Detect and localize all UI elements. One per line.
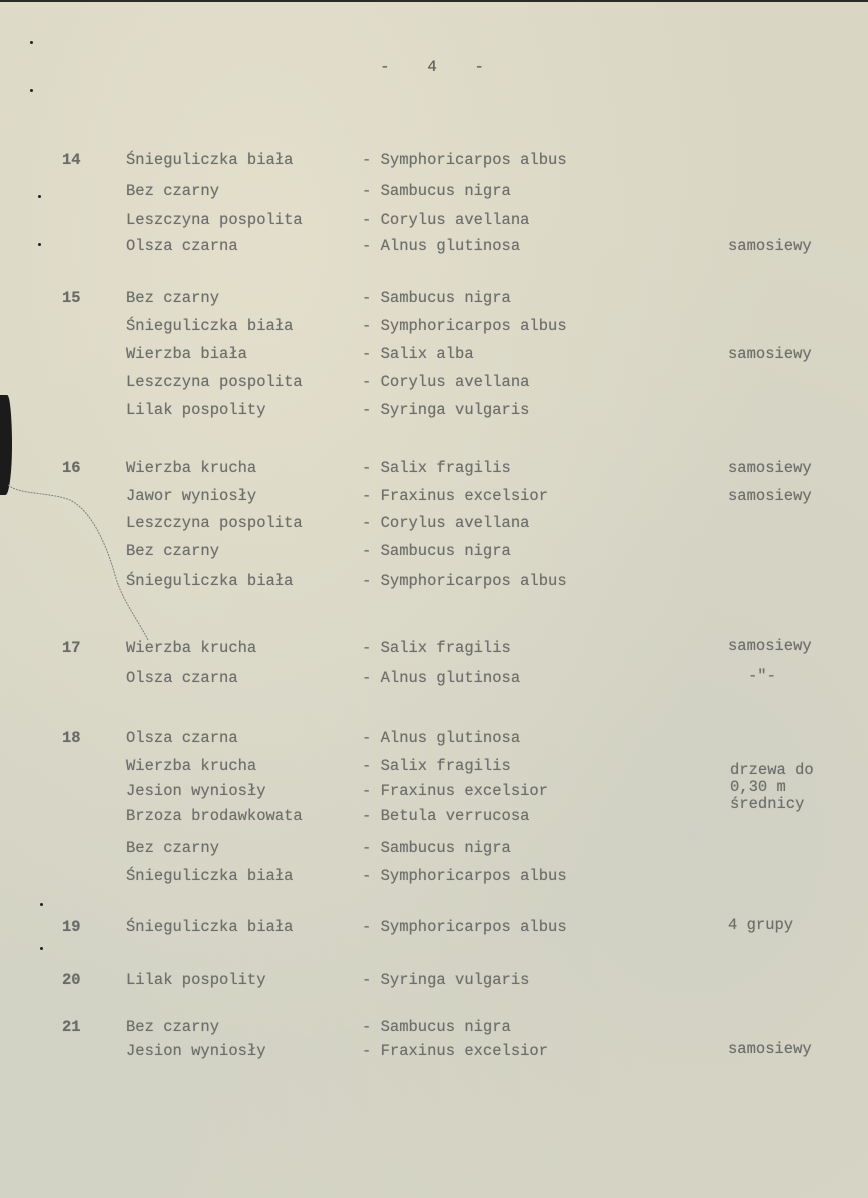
- species-common-name: Bez czarny: [126, 182, 220, 200]
- species-common-name: Lilak pospolity: [126, 401, 266, 419]
- punch-mark: [30, 41, 33, 44]
- entry-number: 19: [62, 918, 81, 936]
- species-common-name: Wierzba krucha: [126, 459, 257, 477]
- species-common-name: Śnieguliczka biała: [126, 151, 294, 169]
- species-latin-name: - Alnus glutinosa: [362, 669, 521, 687]
- species-common-name: Brzoza brodawkowata: [126, 807, 303, 825]
- species-latin-name: - Salix fragilis: [362, 639, 511, 657]
- species-latin-name: - Symphoricarpos albus: [362, 572, 567, 590]
- species-common-name: Jesion wyniosły: [126, 1042, 266, 1060]
- species-common-name: Leszczyna pospolita: [126, 211, 303, 229]
- species-latin-name: - Fraxinus excelsior: [362, 487, 549, 505]
- torn-edge: [0, 395, 12, 495]
- species-note: 4 grupy: [728, 916, 794, 934]
- punch-mark: [40, 903, 43, 906]
- species-latin-name: - Syringa vulgaris: [362, 971, 530, 989]
- ditto-mark: -"-: [748, 667, 776, 685]
- species-latin-name: - Salix fragilis: [362, 757, 511, 775]
- species-latin-name: - Symphoricarpos albus: [362, 151, 567, 169]
- species-common-name: Jesion wyniosły: [126, 782, 266, 800]
- species-note: samosiewy: [728, 459, 812, 477]
- species-common-name: Leszczyna pospolita: [126, 373, 303, 391]
- species-common-name: Lilak pospolity: [126, 971, 266, 989]
- page-number: - 4 -: [380, 58, 499, 76]
- species-latin-name: - Corylus avellana: [362, 211, 530, 229]
- species-common-name: Śnieguliczka biała: [126, 572, 294, 590]
- species-latin-name: - Sambucus nigra: [362, 542, 511, 560]
- species-latin-name: - Sambucus nigra: [362, 289, 511, 307]
- species-common-name: Śnieguliczka biała: [126, 867, 294, 885]
- species-common-name: Jawor wyniosły: [126, 487, 257, 505]
- entry-number: 21: [62, 1018, 81, 1036]
- species-note: samosiewy: [728, 237, 812, 255]
- species-common-name: Olsza czarna: [126, 237, 238, 255]
- species-latin-name: - Salix fragilis: [362, 459, 511, 477]
- species-common-name: Olsza czarna: [126, 669, 238, 687]
- species-latin-name: - Fraxinus excelsior: [362, 1042, 549, 1060]
- species-note: samosiewy: [728, 637, 812, 655]
- species-latin-name: - Corylus avellana: [362, 373, 530, 391]
- species-common-name: Wierzba krucha: [126, 757, 257, 775]
- species-common-name: Śnieguliczka biała: [126, 317, 294, 335]
- entry-number: 20: [62, 971, 81, 989]
- species-latin-name: - Symphoricarpos albus: [362, 867, 567, 885]
- species-latin-name: - Corylus avellana: [362, 514, 530, 532]
- species-common-name: Bez czarny: [126, 839, 220, 857]
- punch-mark: [40, 947, 43, 950]
- species-note: samosiewy: [728, 487, 812, 505]
- species-latin-name: - Sambucus nigra: [362, 182, 511, 200]
- entry-number: 14: [62, 151, 81, 169]
- species-latin-name: - Syringa vulgaris: [362, 401, 530, 419]
- punch-mark: [38, 243, 41, 246]
- punch-mark: [30, 89, 33, 92]
- species-common-name: Wierzba krucha: [126, 639, 257, 657]
- entry-number: 15: [62, 289, 81, 307]
- group-note: drzewa do 0,30 m średnicy: [730, 761, 814, 813]
- species-latin-name: - Alnus glutinosa: [362, 729, 521, 747]
- entry-number: 17: [62, 639, 81, 657]
- species-latin-name: - Symphoricarpos albus: [362, 918, 567, 936]
- species-latin-name: - Salix alba: [362, 345, 474, 363]
- species-latin-name: - Alnus glutinosa: [362, 237, 521, 255]
- species-latin-name: - Fraxinus excelsior: [362, 782, 549, 800]
- species-common-name: Bez czarny: [126, 289, 220, 307]
- species-note: samosiewy: [728, 345, 812, 363]
- species-common-name: Wierzba biała: [126, 345, 247, 363]
- entry-number: 16: [62, 459, 81, 477]
- species-common-name: Bez czarny: [126, 1018, 220, 1036]
- species-latin-name: - Sambucus nigra: [362, 839, 511, 857]
- species-latin-name: - Symphoricarpos albus: [362, 317, 567, 335]
- species-note: samosiewy: [728, 1040, 812, 1058]
- species-latin-name: - Sambucus nigra: [362, 1018, 511, 1036]
- scan-top-edge: [0, 0, 868, 2]
- species-common-name: Leszczyna pospolita: [126, 514, 303, 532]
- punch-mark: [38, 195, 41, 198]
- entry-number: 18: [62, 729, 81, 747]
- species-common-name: Bez czarny: [126, 542, 220, 560]
- species-latin-name: - Betula verrucosa: [362, 807, 530, 825]
- species-common-name: Śnieguliczka biała: [126, 918, 294, 936]
- species-common-name: Olsza czarna: [126, 729, 238, 747]
